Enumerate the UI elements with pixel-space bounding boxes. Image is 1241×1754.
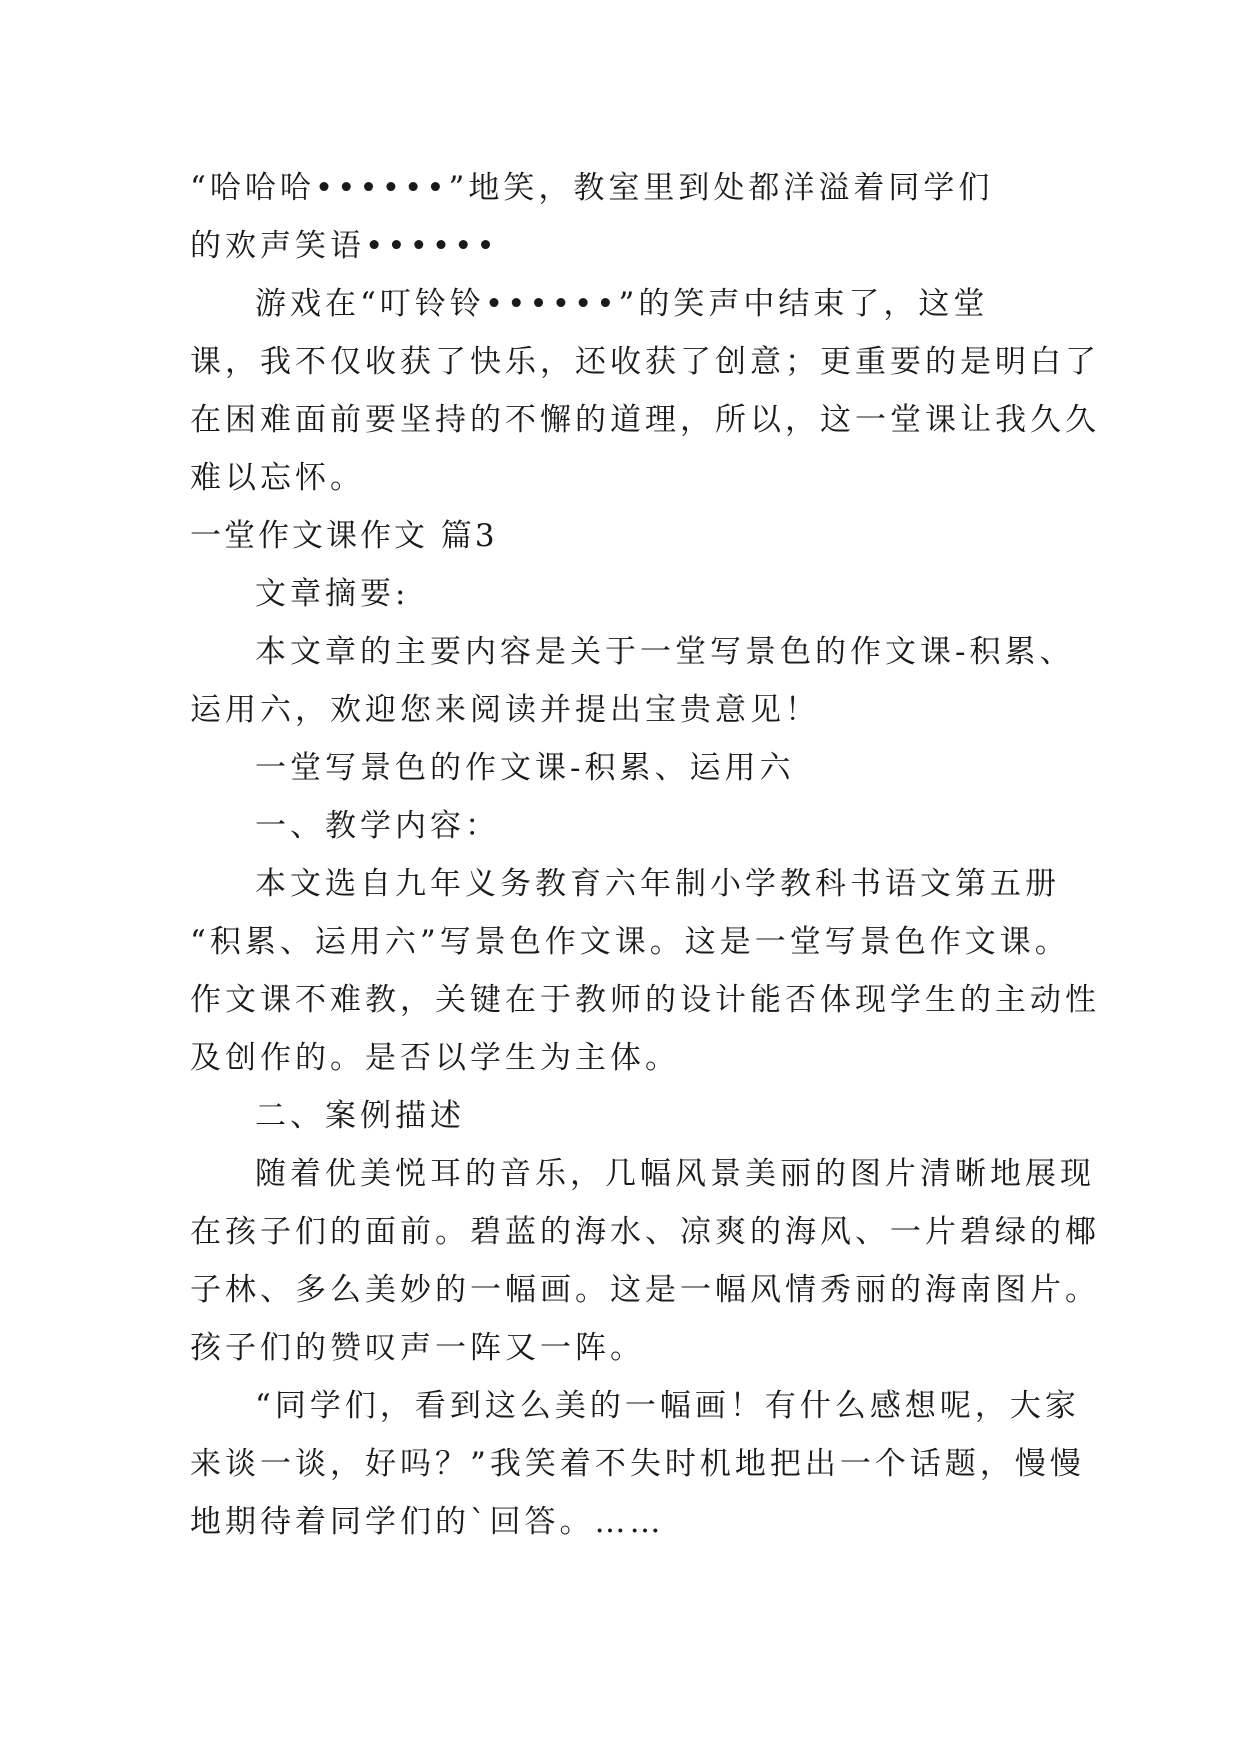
text-line: 难以忘怀。 — [190, 460, 365, 496]
text-line: 在困难面前要坚持的不懈的道理，所以，这一堂课让我久久 — [190, 402, 1100, 438]
article-title: 一堂写景色的作文课-积累、运用六 — [255, 750, 795, 786]
text-line: 运用六，欢迎您来阅读并提出宝贵意见！ — [190, 692, 820, 728]
text-line: 在孩子们的面前。碧蓝的海水、凉爽的海风、一片碧绿的椰 — [190, 1214, 1100, 1250]
paragraph-start-line: 游戏在“叮铃铃••••••”的笑声中结束了，这堂 — [255, 286, 989, 322]
paragraph-start-line: 随着优美悦耳的音乐，几幅风景美丽的图片清晰地展现 — [255, 1156, 1095, 1192]
paragraph-start-line: “同学们，看到这么美的一幅画！有什么感想呢，大家 — [255, 1388, 1080, 1424]
text-line: “积累、运用六”写景色作文课。这是一堂写景色作文课。 — [190, 924, 1070, 960]
section-heading: 一堂作文课作文 篇3 — [190, 518, 498, 554]
text-line: 孩子们的赞叹声一阵又一阵。 — [190, 1330, 645, 1366]
text-line: 作文课不难教，关键在于教师的设计能否体现学生的主动性 — [190, 982, 1100, 1018]
text-line: “哈哈哈••••••”地笑，教室里到处都洋溢着同学们 — [190, 170, 994, 206]
text-line: 课，我不仅收获了快乐，还收获了创意；更重要的是明白了 — [190, 344, 1100, 380]
text-line: 的欢声笑语•••••• — [190, 228, 499, 264]
text-line: 来谈一谈，好吗？”我笑着不失时机地把出一个话题，慢慢 — [190, 1446, 1085, 1482]
paragraph-start-line: 本文选自九年义务教育六年制小学教科书语文第五册 — [255, 866, 1060, 902]
summary-label: 文章摘要: — [255, 576, 410, 612]
subheading-case-description: 二、案例描述 — [255, 1098, 465, 1134]
paragraph-start-line: 本文章的主要内容是关于一堂写景色的作文课-积累、 — [255, 634, 1075, 670]
subheading-teaching-content: 一、教学内容： — [255, 808, 500, 844]
text-line: 子林、多么美妙的一幅画。这是一幅风情秀丽的海南图片。 — [190, 1272, 1100, 1308]
text-line: 及创作的。是否以学生为主体。 — [190, 1040, 680, 1076]
text-line: 地期待着同学们的`回答。…… — [190, 1504, 665, 1540]
